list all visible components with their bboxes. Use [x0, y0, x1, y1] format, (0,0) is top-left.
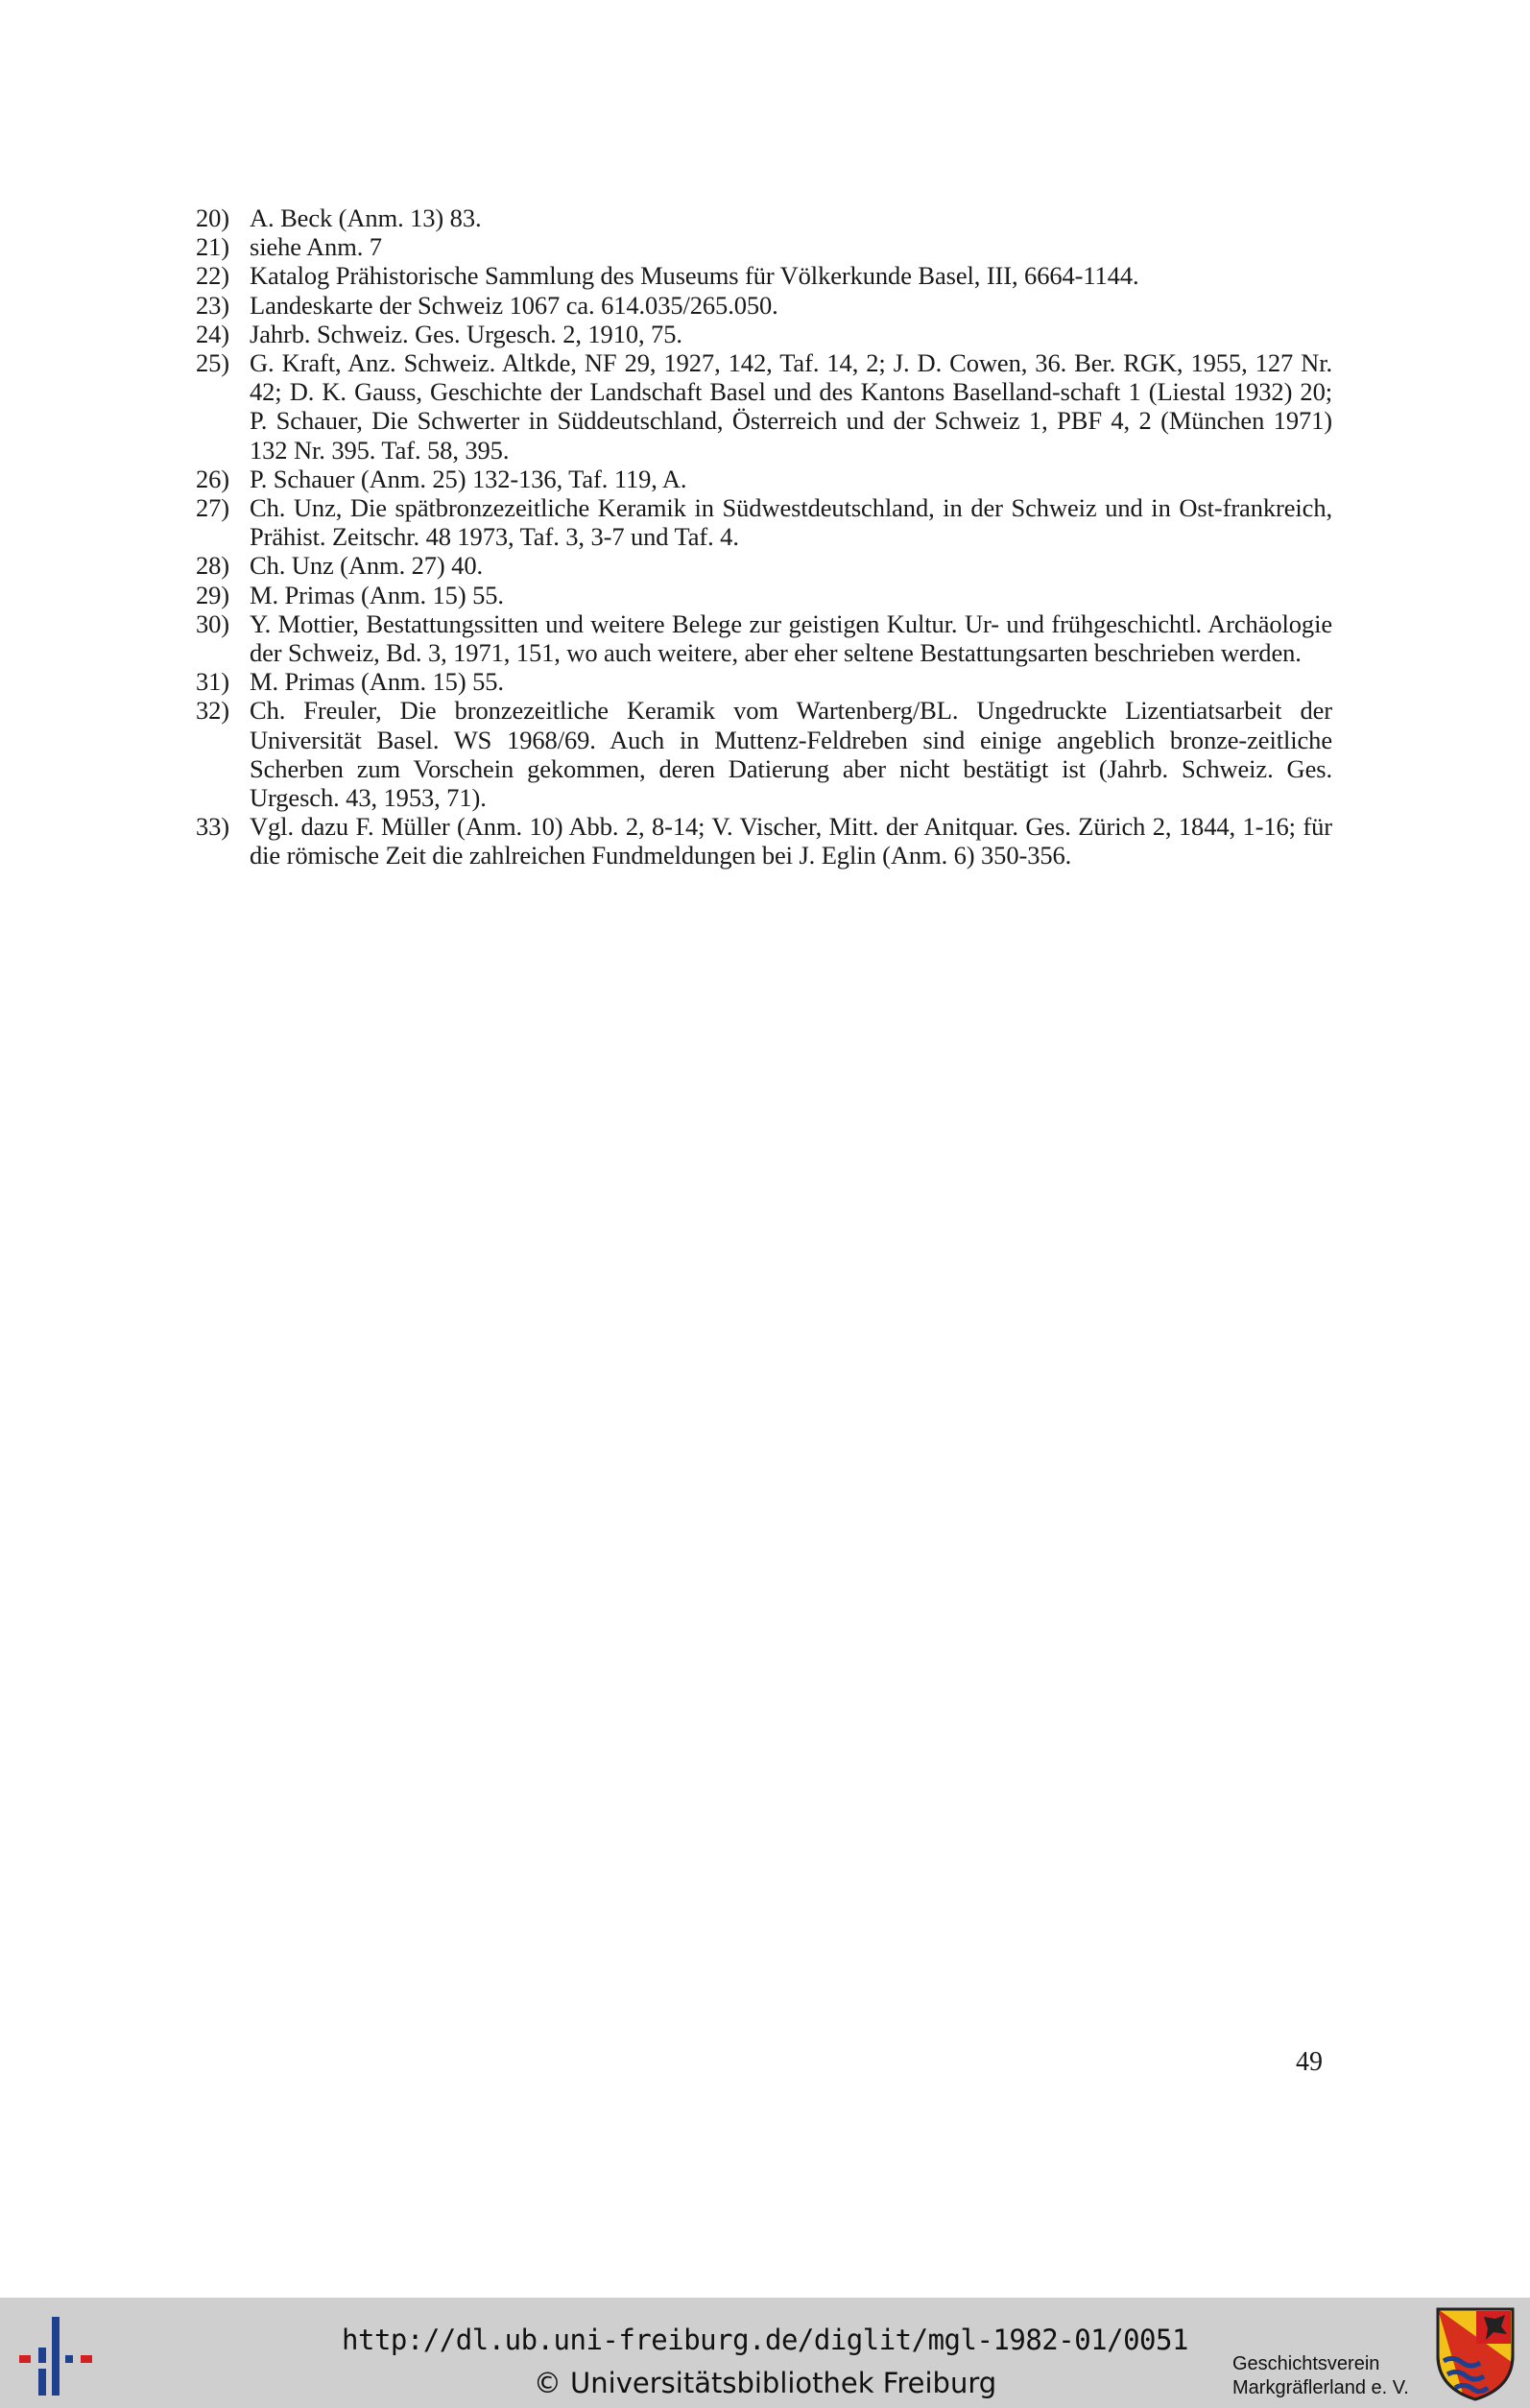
footnote-text: Y. Mottier, Bestattungssitten und weitere Belege zur geistigen Kultur. Ur- und frühgeschichtl. Archäologie der Schweiz, Bd. 3, 1971, 151, wo auch weitere, aber eher seltene Bestattungsarten beschrieben werden.	[250, 608, 1332, 668]
society-name[interactable]	[1232, 2352, 1409, 2400]
footnote-number: 23)	[196, 290, 230, 320]
footnote-text: G. Kraft, Anz. Schweiz. Altkde, NF 29, 1927, 142, Taf. 14, 2; J. D. Cowen, 36. Ber. RGK, 1955, 127 Nr. 42; D. K. Gauss, Geschichte der Landschaft Basel und des Kantons Baselland-schaft 1 (Liestal 1932) 20; P. Schauer, Die Schwerter in Süddeutschland, Österreich und der Schweiz 1, PBF 4, 2 (München 1971) 132 Nr. 395. Taf. 58, 395.	[250, 348, 1332, 465]
footnote-text: siehe Anm. 7	[250, 232, 382, 262]
footnote-text: Landeskarte der Schweiz 1067 ca. 614.035/265.050.	[250, 290, 778, 320]
footnote-number: 31)	[196, 667, 230, 697]
footnote-item	[196, 812, 1332, 870]
footnote-number: 24)	[196, 319, 230, 348]
footnote-number: 27)	[196, 493, 230, 523]
footnote-item	[196, 320, 1332, 348]
footnote-number: 22)	[196, 261, 230, 291]
footnote-number: 20)	[196, 203, 230, 232]
document-url-link[interactable]: http://dl.ub.uni-freiburg.de/diglit/mgl-1982-01/0051	[342, 2324, 1188, 2356]
footnote-item	[196, 609, 1332, 667]
footnote-text: M. Primas (Anm. 15) 55.	[250, 667, 504, 697]
footnote-item	[196, 493, 1332, 551]
footnote-number: 32)	[196, 696, 230, 726]
footnote-text: M. Primas (Anm. 15) 55.	[250, 580, 504, 609]
footnote-text: Katalog Prähistorische Sammlung des Museums für Völkerkunde Basel, III, 6664-1144.	[250, 261, 1139, 291]
footnote-text: Ch. Unz, Die spätbronzezeitliche Keramik in Südwestdeutschland, in der Schweiz und in Ost-frankreich, Prähist. Zeitschr. 48 1973, Taf. 3, 3-7 und Taf. 4.	[250, 493, 1332, 552]
footnote-number: 25)	[196, 348, 230, 378]
copyright-text: © Universitätsbibliothek Freiburg	[533, 2367, 997, 2399]
footnote-item	[196, 348, 1332, 465]
footnote-number: 30)	[196, 608, 230, 638]
footnote-item	[196, 203, 1332, 232]
footnote-item	[196, 261, 1332, 290]
footnote-text: Jahrb. Schweiz. Ges. Urgesch. 2, 1910, 75.	[250, 319, 682, 348]
society-name-line: Geschichtsverein	[1232, 2353, 1380, 2374]
footnote-text: Ch. Freuler, Die bronzezeitliche Keramik vom Wartenberg/BL. Ungedruckte Lizentiatsarbeit der Universität Basel. WS 1968/69. Auch in Muttenz-Feldreben sind einige angeblich bronze-zeitliche Scherben zum Vorschein gekommen, deren Datierung aber nicht bestätigt ist (Jahrb. Schweiz. Ges. Urgesch. 43, 1953, 71).	[250, 696, 1332, 813]
footnote-text: P. Schauer (Anm. 25) 132-136, Taf. 119, A.	[250, 464, 687, 493]
footnote-number: 29)	[196, 580, 230, 609]
society-name-line: Markgräflerland e. V.	[1232, 2377, 1409, 2398]
footnote-text: Ch. Unz (Anm. 27) 40.	[250, 551, 483, 581]
footnote-number: 26)	[196, 464, 230, 493]
footnote-item	[196, 465, 1332, 493]
footnote-item	[196, 581, 1332, 609]
footnote-item	[196, 551, 1332, 580]
page-number: 49	[1296, 2047, 1323, 2077]
footnote-text: Vgl. dazu F. Müller (Anm. 10) Abb. 2, 8-14; V. Vischer, Mitt. der Anitquar. Ges. Zürich 2, 1844, 1-16; für die römische Zeit die zahlreichen Fundmeldungen bei J. Eglin (Anm. 6) 350-356.	[250, 812, 1332, 870]
footnote-list	[196, 203, 1332, 870]
footnote-number: 33)	[196, 812, 230, 842]
footnote-text: A. Beck (Anm. 13) 83.	[250, 203, 482, 232]
footnote-item	[196, 291, 1332, 320]
footnote-number: 21)	[196, 232, 230, 262]
footnote-number: 28)	[196, 551, 230, 581]
footnote-item	[196, 232, 1332, 261]
coat-of-arms-icon[interactable]	[1434, 2305, 1517, 2401]
footnote-item	[196, 667, 1332, 696]
footnote-item	[196, 696, 1332, 812]
